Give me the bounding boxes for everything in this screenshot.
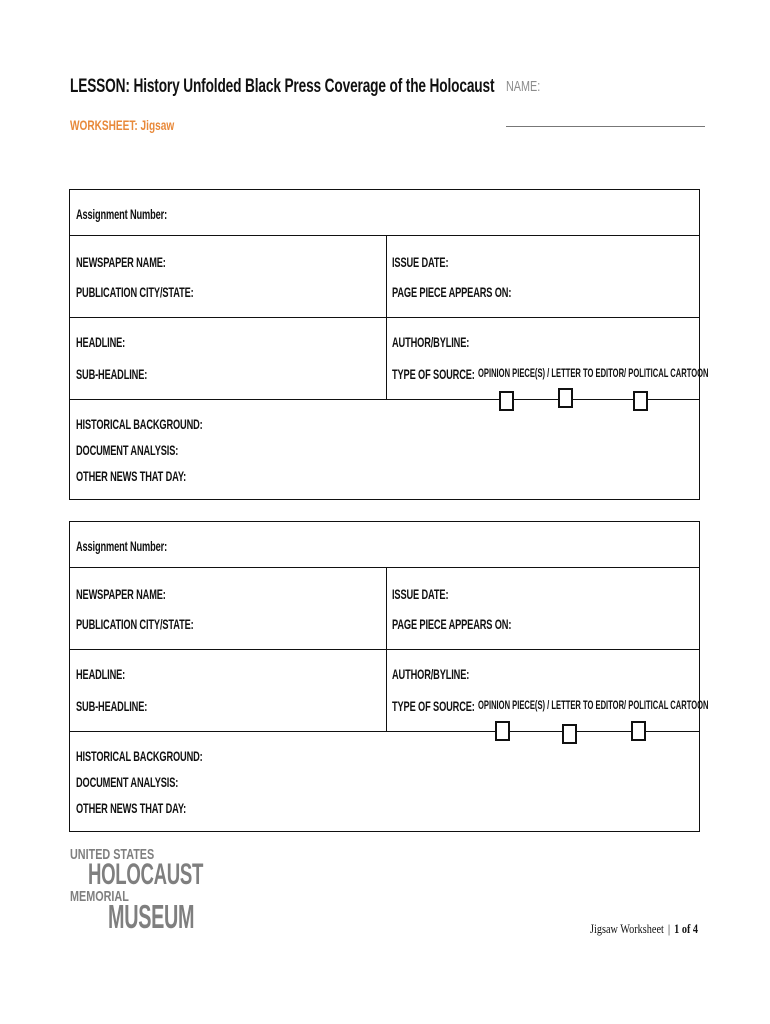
historical-background-label: HISTORICAL BACKGROUND: xyxy=(76,416,203,432)
opinion-piece-checkbox[interactable] xyxy=(495,721,510,741)
worksheet-form-1 xyxy=(69,189,709,500)
other-news-label: OTHER NEWS THAT DAY: xyxy=(76,800,187,816)
column-divider xyxy=(386,236,387,317)
opinion-piece-checkbox[interactable] xyxy=(499,391,514,411)
document-analysis-label: DOCUMENT ANALYSIS: xyxy=(76,774,179,790)
headline-label: HEADLINE: xyxy=(76,666,126,682)
political-cartoon-checkbox[interactable] xyxy=(633,391,648,411)
worksheet-label: WORKSHEET: Jigsaw xyxy=(70,117,175,133)
analysis-row xyxy=(70,732,699,833)
page-number: 1 of 4 xyxy=(674,922,699,936)
issue-date-label: ISSUE DATE: xyxy=(392,586,449,602)
logo-holocaust: HOLOCAUST xyxy=(88,858,204,891)
newspaper-name-label: NEWSPAPER NAME: xyxy=(76,254,166,270)
assignment-number-label: Assignment Number: xyxy=(76,206,168,222)
column-divider xyxy=(386,318,387,399)
headline-row xyxy=(70,318,709,400)
publication-city-state-label: PUBLICATION CITY/STATE: xyxy=(76,616,194,632)
page-footer xyxy=(590,922,698,937)
issue-date-label: ISSUE DATE: xyxy=(392,254,449,270)
newspaper-row xyxy=(70,236,699,318)
letter-to-editor-checkbox[interactable] xyxy=(558,388,573,408)
publication-city-state-label: PUBLICATION CITY/STATE: xyxy=(76,284,194,300)
author-byline-label: AUTHOR/BYLINE: xyxy=(392,666,470,682)
name-label: NAME: xyxy=(506,78,541,95)
footer-separator: | xyxy=(667,922,671,936)
column-divider xyxy=(386,650,387,731)
source-options-text: OPINION PIECE(S) / LETTER TO EDITOR/ POLITICAL CARTOON xyxy=(478,700,709,712)
newspaper-row xyxy=(70,568,699,650)
political-cartoon-checkbox[interactable] xyxy=(631,721,646,741)
type-of-source-label: TYPE OF SOURCE: xyxy=(392,698,475,714)
assignment-row xyxy=(70,190,699,236)
column-divider xyxy=(386,568,387,649)
page-piece-label: PAGE PIECE APPEARS ON: xyxy=(392,284,512,300)
other-news-label: OTHER NEWS THAT DAY: xyxy=(76,468,187,484)
ushmm-logo xyxy=(70,846,204,938)
assignment-number-label: Assignment Number: xyxy=(76,538,168,554)
document-analysis-label: DOCUMENT ANALYSIS: xyxy=(76,442,179,458)
footer-label: Jigsaw Worksheet xyxy=(590,922,664,936)
historical-background-label: HISTORICAL BACKGROUND: xyxy=(76,748,203,764)
name-field-line[interactable] xyxy=(506,126,705,127)
assignment-row xyxy=(70,522,699,568)
logo-united-states: UNITED STATES xyxy=(70,846,155,863)
headline-row xyxy=(70,650,709,732)
newspaper-name-label: NEWSPAPER NAME: xyxy=(76,586,166,602)
logo-museum: MUSEUM xyxy=(108,898,195,935)
sub-headline-label: SUB-HEADLINE: xyxy=(76,698,148,714)
sub-headline-label: SUB-HEADLINE: xyxy=(76,366,148,382)
letter-to-editor-checkbox[interactable] xyxy=(562,724,577,744)
worksheet-form-2 xyxy=(69,521,709,832)
type-of-source-label: TYPE OF SOURCE: xyxy=(392,366,475,382)
page-piece-label: PAGE PIECE APPEARS ON: xyxy=(392,616,512,632)
author-byline-label: AUTHOR/BYLINE: xyxy=(392,334,470,350)
source-options-text: OPINION PIECE(S) / LETTER TO EDITOR/ POLITICAL CARTOON xyxy=(478,368,709,380)
logo-memorial: MEMORIAL xyxy=(70,888,129,905)
lesson-title: LESSON: History Unfolded Black Press Coverage of the Holocaust xyxy=(70,76,495,97)
analysis-row xyxy=(70,400,699,501)
headline-label: HEADLINE: xyxy=(76,334,126,350)
